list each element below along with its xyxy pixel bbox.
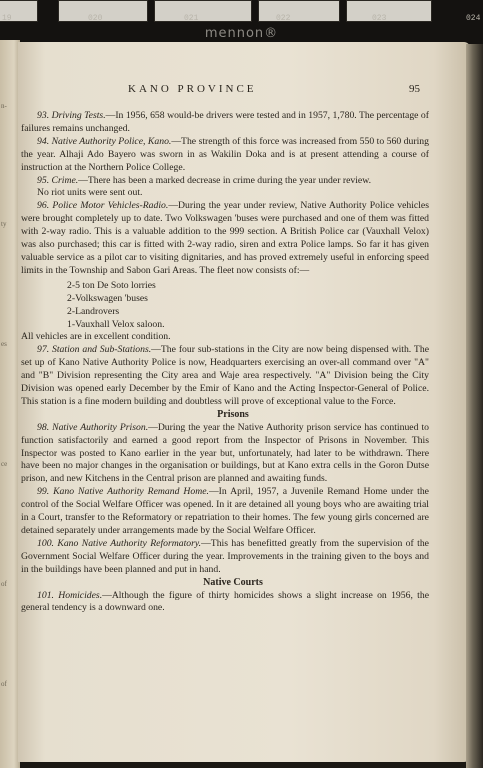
left-page-edge (0, 40, 20, 768)
margin-fragment: ce (1, 460, 8, 468)
frame-number: 19 (2, 14, 12, 23)
paragraph-title: 99. Kano Native Authority Remand Home. (37, 486, 209, 498)
film-strip (0, 0, 483, 44)
paragraph-title: 101. Homicides. (37, 589, 103, 601)
paragraph-title: 94. Native Authority Police, Kano. (37, 135, 172, 147)
film-frame (346, 0, 432, 22)
frame-number: 022 (276, 14, 291, 23)
paragraph-98 (21, 422, 429, 487)
paragraph-96-after: All vehicles are in excellent condition. (21, 331, 171, 343)
section-heading-native-courts: Native Courts (203, 576, 263, 588)
frame-number: 024 (466, 14, 481, 23)
page-body (21, 110, 429, 615)
fleet-list (67, 280, 429, 332)
margin-fragment: n- (1, 102, 7, 110)
margin-fragment: of (1, 680, 7, 688)
list-item: 2-5 ton De Soto lorries (67, 279, 156, 291)
paragraph-text: —The strength of this force was increased from 550 to 560 during the year. Alhaji Ado Bayero was sworn in as Wakilin Doka and is at present attending a course of instruction at the Northern Police College. (21, 135, 429, 173)
paragraph-99 (21, 486, 429, 538)
paragraph-text: —There has been a marked decrease in crime during the year under review. (78, 174, 371, 186)
paragraph-101 (21, 590, 429, 616)
frame-number: 021 (184, 14, 199, 23)
margin-fragment: ty (1, 220, 7, 228)
scanner-brand: mennon® (204, 26, 279, 41)
paragraph-text: —During the year the Native Authority prison service has continued to function satisfactorily and earned a good report from the Inspector of Prisons in November. This Inspector was posted to Kano earlier in the year but, unfortunately, had later to be withdrawn. There have been no major changes in the organisation or buildings, but at Kano extra cells in the Goron Dutse prison, and new Kitchens in the Central prison are planned and awaiting funds. (21, 421, 429, 485)
paragraph-title: 98. Native Authority Prison. (37, 421, 149, 433)
paragraph-96 (21, 200, 429, 277)
paragraph-text: —In 1956, 658 would-be drivers were tested and in 1957, 1,780. The percentage of failures remains unchanged. (21, 110, 430, 134)
film-frame (58, 0, 148, 22)
list-item: 1-Vauxhall Velox saloon. (67, 318, 165, 330)
paragraph-title: 95. Crime. (37, 174, 79, 186)
paragraph-text: —The four sub-stations in the City are now being dispensed with. The set up of Kano Native Authority Police is now, Headquarters exercising an over-all command over "A" and "B" Division representing the City area and Waje area respectively. "A" Division being the City Division was opened early December by the Emir of Kano and the Acting Inspector-General of Police. This station is a fine modern building and doubtless will prove of exceptional value to the Force. (21, 344, 429, 407)
list-item: 2-Landrovers (67, 305, 120, 317)
paragraph-title: 97. Station and Sub-Stations. (37, 344, 152, 356)
margin-fragment: es (1, 340, 7, 348)
paragraph-title: 100. Kano Native Authority Reformatory. (37, 537, 202, 549)
film-frame (154, 0, 252, 22)
book-edge-shadow (466, 44, 483, 768)
paragraph-100 (21, 538, 429, 577)
running-head: KANO PROVINCE (128, 83, 257, 95)
list-item: 2-Volkswagen 'buses (67, 292, 148, 304)
paragraph-97 (21, 344, 429, 409)
paragraph-text: —This has benefitted greatly from the supervision of the Government Social Welfare Officer during the year. Improvements in the training given to the boys and in the buildings have been planned and put in hand. (21, 537, 429, 575)
paragraph-94 (21, 136, 429, 175)
paragraph-title: 96. Police Motor Vehicles-Radio. (37, 200, 169, 212)
paragraph-title: 93. Driving Tests. (37, 110, 106, 121)
paragraph-93 (21, 110, 429, 136)
frame-number: 023 (372, 14, 387, 23)
frame-number: 020 (88, 14, 103, 23)
paragraph-95 (21, 175, 429, 188)
paragraph-95-note: No riot units were sent out. (37, 187, 143, 199)
book-page (18, 42, 470, 762)
section-heading-prisons: Prisons (217, 408, 249, 420)
margin-fragment: of (1, 580, 7, 588)
paragraph-text: —During the year under review, Native Authority Police vehicles were brought completely up to date. Two Volkswagen 'buses were purchased and one of them was fitted with 2-way radio. This is a valuable addition to the 999 section. A British Police car (Vauxhall Velox) was also purchased; this car is fitted with 2-way radio, siren and extra Police lamps. So far it has given valuable service as a pilot car to visiting dignitaries, and has proved extremely useful in enforcing speed limits in the Township and Sabon Gari Areas. The fleet now consists of:— (21, 200, 429, 276)
film-frame (258, 0, 340, 22)
paragraph-text: —In April, 1957, a Juvenile Remand Home under the control of the Social Welfare Officer was opened. In it are detained all young boys who are awaiting trial in a Court, transfer to the Reformatory or repatriation to their homes. The few young girls concerned are detained separately under arrangements made by the Social Welfare Officer. (21, 486, 429, 536)
page-number: 95 (409, 83, 420, 95)
paragraph-text: —Although the figure of thirty homicides shows a slight increase on 1956, the general tendency is a downward one. (21, 589, 430, 614)
